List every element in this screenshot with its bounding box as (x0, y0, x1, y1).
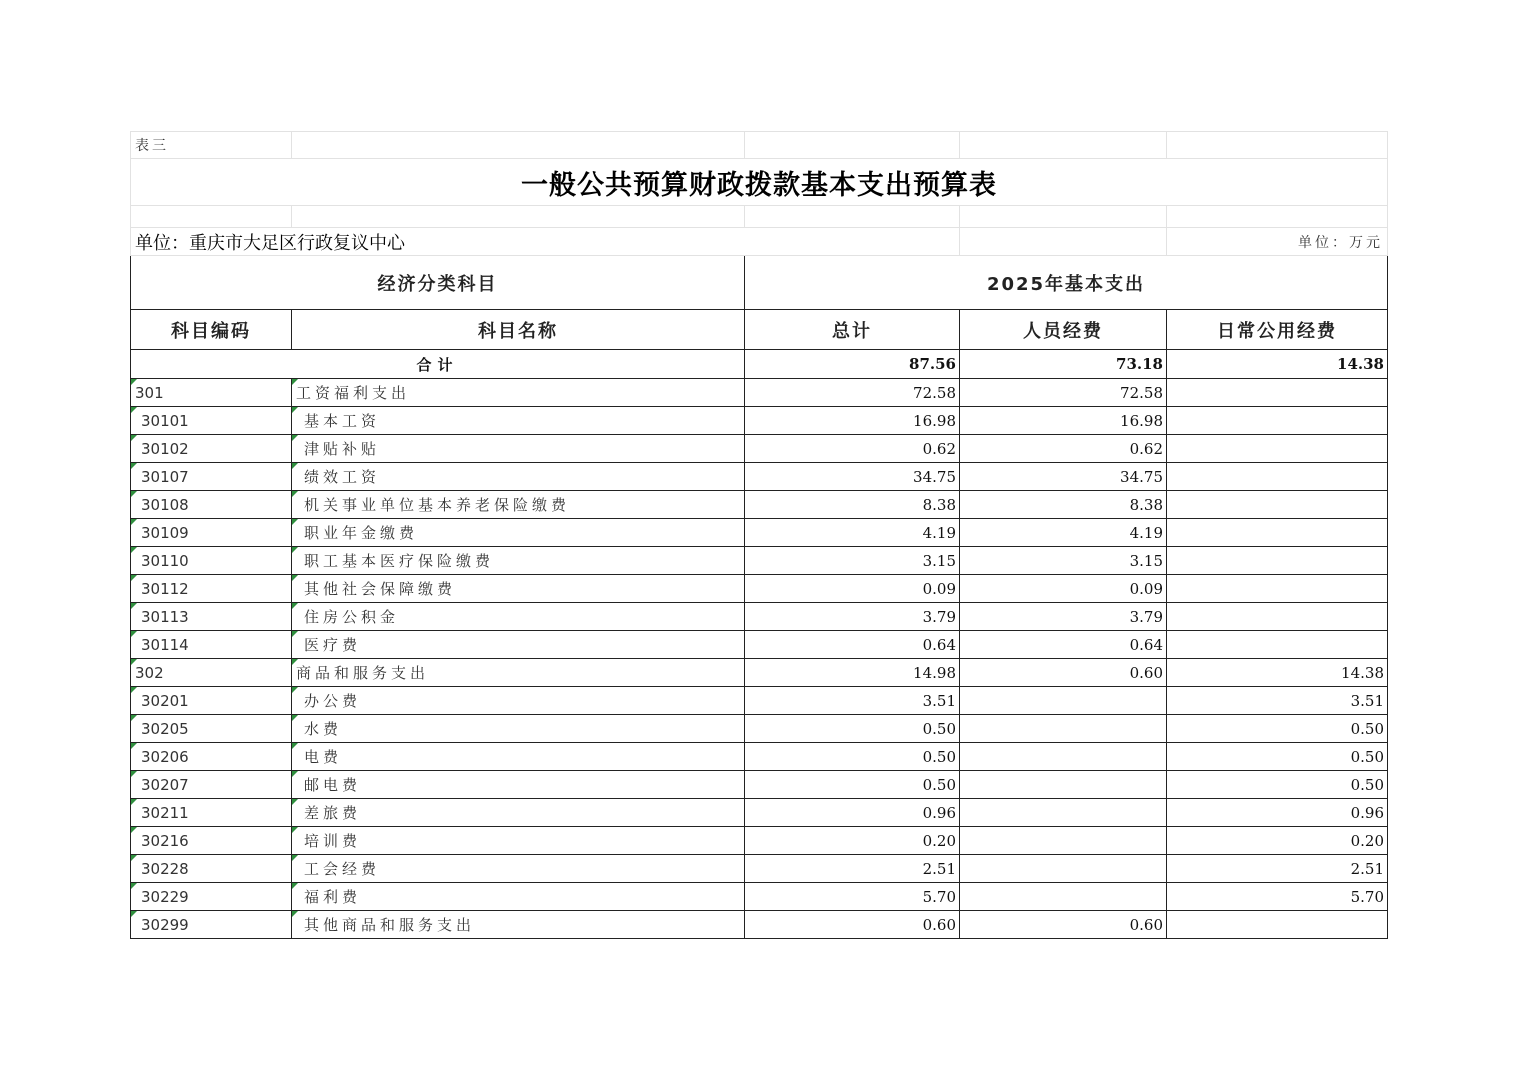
header-total: 总计 (745, 310, 960, 350)
row-personnel: 3.79 (960, 603, 1167, 631)
row-code: 302 (131, 659, 292, 687)
row-name: 工会经费 (292, 855, 745, 883)
row-personnel: 0.64 (960, 631, 1167, 659)
table-row (131, 911, 1388, 939)
row-public (1167, 407, 1388, 435)
row-name: 基本工资 (292, 407, 745, 435)
row-public: 3.51 (1167, 687, 1388, 715)
row-total: 34.75 (745, 463, 960, 491)
row-total: 0.20 (745, 827, 960, 855)
row-code: 30108 (131, 491, 292, 519)
row-total: 0.60 (745, 911, 960, 939)
header-code: 科目编码 (131, 310, 292, 350)
row-name: 邮电费 (292, 771, 745, 799)
row-total: 3.51 (745, 687, 960, 715)
row-total: 0.50 (745, 715, 960, 743)
table-label: 表三 (131, 132, 292, 159)
table-row (131, 771, 1388, 799)
row-personnel: 16.98 (960, 407, 1167, 435)
row-public (1167, 911, 1388, 939)
table-row (131, 631, 1388, 659)
row-name: 其他社会保障缴费 (292, 575, 745, 603)
row-name: 福利费 (292, 883, 745, 911)
row-name: 职工基本医疗保险缴费 (292, 547, 745, 575)
table-row (131, 799, 1388, 827)
row-total: 3.79 (745, 603, 960, 631)
header-row-group (131, 256, 1388, 310)
header-personnel: 人员经费 (960, 310, 1167, 350)
row-public (1167, 547, 1388, 575)
row-personnel (960, 743, 1167, 771)
row-name: 职业年金缴费 (292, 519, 745, 547)
row-total: 0.62 (745, 435, 960, 463)
row-name: 机关事业单位基本养老保险缴费 (292, 491, 745, 519)
row-personnel: 8.38 (960, 491, 1167, 519)
row-name: 电费 (292, 743, 745, 771)
row-name: 医疗费 (292, 631, 745, 659)
row-public (1167, 379, 1388, 407)
row-code: 30114 (131, 631, 292, 659)
table-row (131, 659, 1388, 687)
row-public: 0.50 (1167, 743, 1388, 771)
row-code: 30205 (131, 715, 292, 743)
row-personnel: 34.75 (960, 463, 1167, 491)
row-public (1167, 519, 1388, 547)
row-total: 3.15 (745, 547, 960, 575)
row-name: 办公费 (292, 687, 745, 715)
row-code: 30211 (131, 799, 292, 827)
table-row (131, 743, 1388, 771)
total-public: 14.38 (1167, 350, 1388, 379)
budget-sheet (130, 131, 1387, 939)
header-public: 日常公用经费 (1167, 310, 1388, 350)
row-code: 301 (131, 379, 292, 407)
row-personnel (960, 855, 1167, 883)
row-total: 16.98 (745, 407, 960, 435)
row-code: 30102 (131, 435, 292, 463)
row-total: 0.50 (745, 771, 960, 799)
table-row (131, 883, 1388, 911)
row-public (1167, 491, 1388, 519)
row-name: 工资福利支出 (292, 379, 745, 407)
table-row (131, 463, 1388, 491)
row-personnel: 4.19 (960, 519, 1167, 547)
row-public: 2.51 (1167, 855, 1388, 883)
header-basic-expenditure: 2025年基本支出 (745, 256, 1388, 310)
row-personnel (960, 771, 1167, 799)
table-row (131, 407, 1388, 435)
row-personnel (960, 687, 1167, 715)
table-row (131, 519, 1388, 547)
row-personnel (960, 883, 1167, 911)
total-personnel: 73.18 (960, 350, 1167, 379)
row-code: 30113 (131, 603, 292, 631)
total-total: 87.56 (745, 350, 960, 379)
row-total: 0.96 (745, 799, 960, 827)
row-name: 水费 (292, 715, 745, 743)
row-personnel: 0.09 (960, 575, 1167, 603)
row-code: 30109 (131, 519, 292, 547)
row-personnel: 0.60 (960, 911, 1167, 939)
total-row (131, 350, 1388, 379)
row-personnel: 72.58 (960, 379, 1167, 407)
row-code: 30110 (131, 547, 292, 575)
table-row (131, 827, 1388, 855)
row-total: 72.58 (745, 379, 960, 407)
row-code: 30228 (131, 855, 292, 883)
table-row (131, 687, 1388, 715)
row-total: 0.09 (745, 575, 960, 603)
row-total: 5.70 (745, 883, 960, 911)
row-public (1167, 435, 1388, 463)
row-public (1167, 575, 1388, 603)
table-row (131, 435, 1388, 463)
row-code: 30229 (131, 883, 292, 911)
header-row-columns (131, 310, 1388, 350)
row-personnel: 3.15 (960, 547, 1167, 575)
row-name: 培训费 (292, 827, 745, 855)
total-label: 合计 (131, 350, 745, 379)
table-row (131, 715, 1388, 743)
row-public (1167, 631, 1388, 659)
row-code: 30201 (131, 687, 292, 715)
row-total: 0.50 (745, 743, 960, 771)
row-code: 30101 (131, 407, 292, 435)
unit-organization: 单位：重庆市大足区行政复议中心 (131, 228, 960, 256)
table-row (131, 379, 1388, 407)
unit-money: 单位：万元 (1167, 228, 1388, 256)
row-public: 0.50 (1167, 771, 1388, 799)
table-row (131, 491, 1388, 519)
row-code: 30206 (131, 743, 292, 771)
row-code: 30112 (131, 575, 292, 603)
row-public: 0.20 (1167, 827, 1388, 855)
row-personnel (960, 799, 1167, 827)
row-code: 30216 (131, 827, 292, 855)
row-public: 14.38 (1167, 659, 1388, 687)
row-personnel (960, 827, 1167, 855)
header-economic-classification: 经济分类科目 (131, 256, 745, 310)
row-name: 津贴补贴 (292, 435, 745, 463)
row-total: 14.98 (745, 659, 960, 687)
header-name: 科目名称 (292, 310, 745, 350)
row-name: 绩效工资 (292, 463, 745, 491)
page-title: 一般公共预算财政拨款基本支出预算表 (131, 159, 1388, 206)
table-row (131, 575, 1388, 603)
row-name: 住房公积金 (292, 603, 745, 631)
table-row (131, 547, 1388, 575)
row-code: 30207 (131, 771, 292, 799)
row-total: 2.51 (745, 855, 960, 883)
row-personnel: 0.60 (960, 659, 1167, 687)
row-code: 30299 (131, 911, 292, 939)
row-public: 0.50 (1167, 715, 1388, 743)
row-personnel: 0.62 (960, 435, 1167, 463)
row-public: 0.96 (1167, 799, 1388, 827)
row-personnel (960, 715, 1167, 743)
row-name: 差旅费 (292, 799, 745, 827)
row-public (1167, 603, 1388, 631)
row-total: 8.38 (745, 491, 960, 519)
row-public (1167, 463, 1388, 491)
row-code: 30107 (131, 463, 292, 491)
row-name: 其他商品和服务支出 (292, 911, 745, 939)
row-total: 0.64 (745, 631, 960, 659)
budget-table (130, 131, 1388, 939)
row-public: 5.70 (1167, 883, 1388, 911)
row-total: 4.19 (745, 519, 960, 547)
table-row (131, 603, 1388, 631)
table-row (131, 855, 1388, 883)
row-name: 商品和服务支出 (292, 659, 745, 687)
